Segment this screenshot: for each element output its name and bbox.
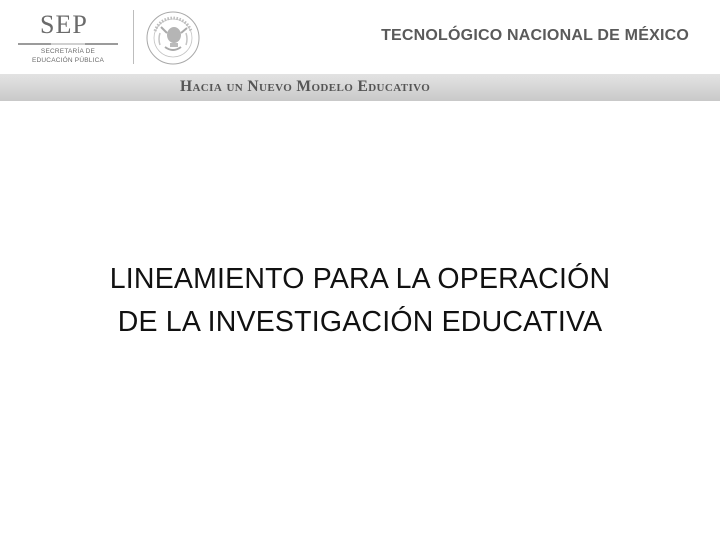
sep-subtitle-line2: EDUCACIÓN PÚBLICA — [31, 57, 105, 64]
slide-header — [0, 0, 720, 74]
sep-logo-rule — [18, 43, 118, 45]
sep-logo-letters: SEP — [40, 10, 88, 39]
slide-title-line2: DE LA INVESTIGACIÓN EDUCATIVA — [117, 306, 603, 338]
sep-subtitle-line1: SECRETARÍA DE — [40, 48, 96, 55]
slide-title — [30, 258, 690, 344]
coat-of-arms-seal-icon — [143, 9, 203, 67]
logo-divider — [133, 10, 134, 64]
slide-title-line1: LINEAMIENTO PARA LA OPERACIÓN — [109, 263, 611, 295]
sep-logo-subtitle — [18, 47, 118, 65]
tagline-text: Hacia un Nuevo Modelo Educativo — [180, 78, 431, 95]
sep-logo — [18, 10, 128, 66]
institution-title: TECNOLÓGICO NACIONAL DE MÉXICO — [381, 27, 689, 44]
